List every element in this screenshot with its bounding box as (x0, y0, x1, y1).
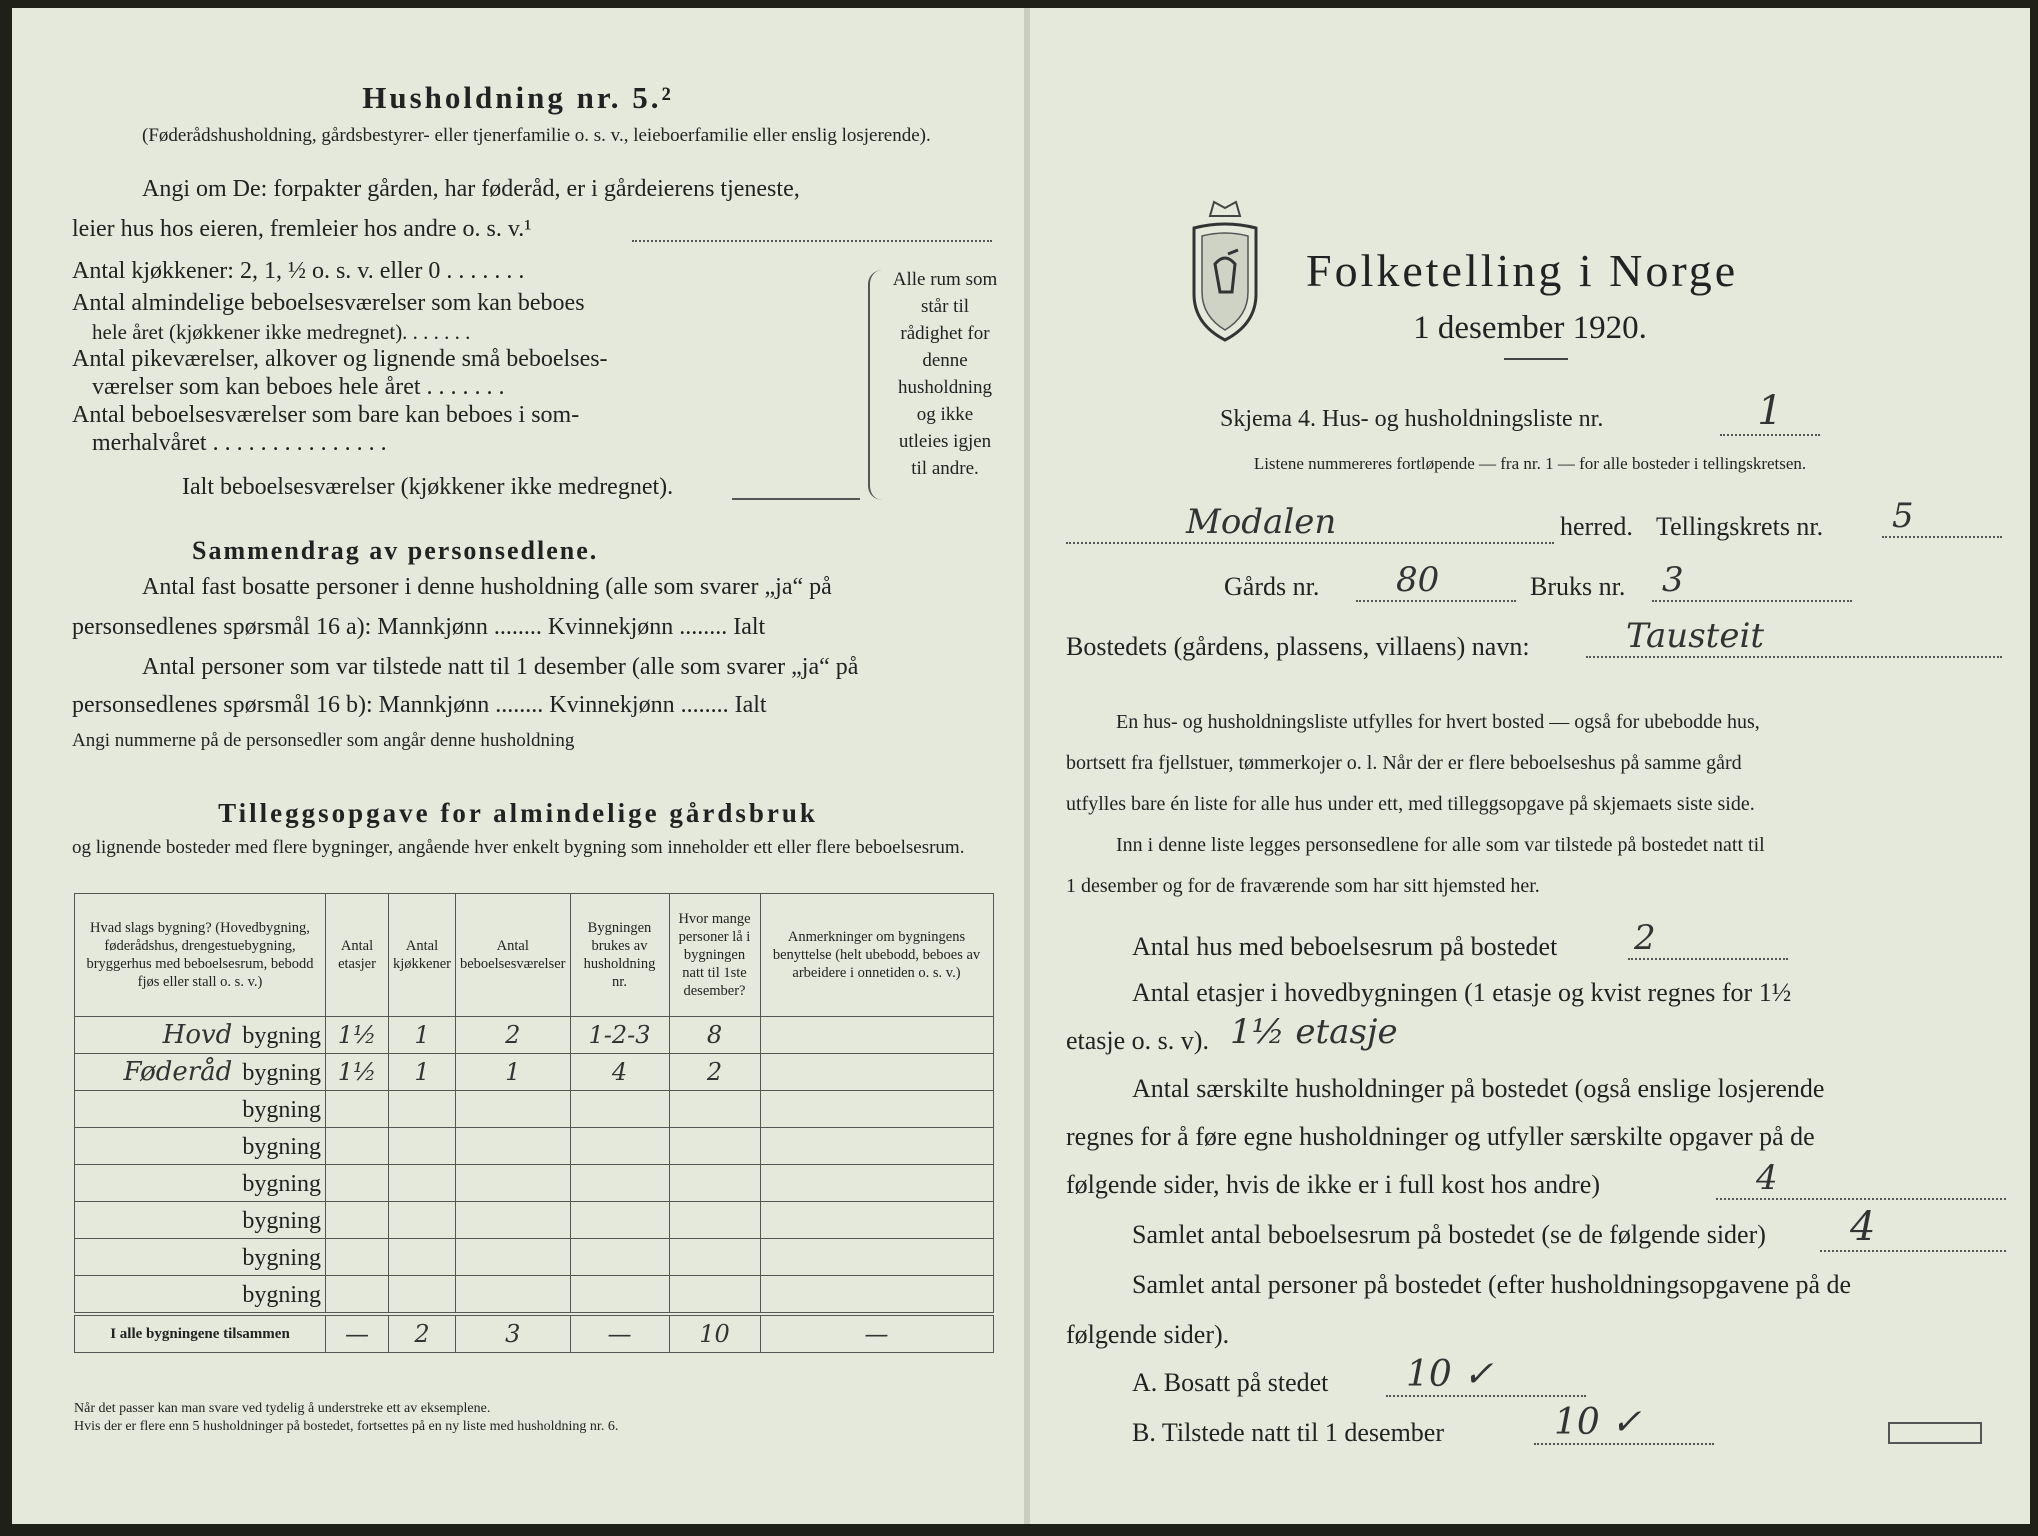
kitchens-cell (389, 1239, 456, 1276)
floors-cell (326, 1202, 389, 1239)
kitchens-label: Antal kjøkkener: 2, 1, ½ o. s. v. eller 0 . . . . . . . (72, 258, 525, 284)
remarks-cell (760, 1276, 993, 1315)
listene-note: Listene nummereres fortløpende — fra nr. 1 — for alle bosteder i tellingskretsen. (1253, 454, 1807, 473)
bruks-value: 3 (1652, 560, 1852, 602)
summary-line-2a: Antal personer som var tilstede natt til 1 desember (alle som svarer „ja“ på (142, 654, 859, 680)
building-suffix: bygning (242, 1023, 321, 1049)
brace-note: Alle rum som står til rådighet for denne husholdning og ikke utleies igjen til andre. (892, 269, 998, 479)
tilstede-label: B. Tilstede natt til 1 desember (1132, 1418, 1444, 1447)
hus-label: Antal hus med beboelsesrum på bostedet (1132, 932, 1558, 961)
hush-label-2: regnes for å føre egne husholdninger og utfyller særskilte opgaver på de (1066, 1122, 1815, 1151)
remarks-cell (760, 1054, 993, 1091)
summary-line-1b: personsedlenes spørsmål 16 a): Mannkjønn ........ Kvinnekjønn ........ Ialt (72, 614, 766, 640)
floors-cell (326, 1276, 389, 1315)
kitchens-cell (389, 1276, 456, 1315)
building-suffix: bygning (242, 1097, 321, 1123)
table-row (75, 1017, 994, 1054)
rooms-cell (456, 1239, 571, 1276)
herred-label: herred. (1560, 512, 1633, 541)
total-persons-cell: 10 (669, 1314, 760, 1353)
skjema-label: Skjema 4. Hus- og husholdningsliste nr. (1220, 406, 1604, 432)
building-type-cell (75, 1091, 326, 1128)
ordinary-rooms-label-2: hele året (kjøkkener ikke medregnet). . . . . . . (92, 320, 471, 344)
herred-value: Modalen (1066, 502, 1554, 544)
census-date: 1 desember 1920. (1413, 310, 1647, 346)
floors-cell (326, 1165, 389, 1202)
angi-line-1: Angi om De: forpakter gården, har føderåd, er i gårdeierens tjeneste, (142, 176, 800, 202)
building-suffix: bygning (242, 1208, 321, 1234)
footnote-2: Hvis der er flere enn 5 husholdninger på bostedet, fortsettes på en ny liste med husholdning nr. 6. (74, 1419, 619, 1434)
samlet-pers-label-2: følgende sider). (1066, 1320, 1230, 1349)
summer-rooms-label-2: merhalvåret . . . . . . . . . . . . . . . (92, 430, 387, 456)
instr-line-3: utfylles bare én liste for alle hus under ett, med tilleggsopgave på skjemaets siste side. (1066, 793, 1755, 815)
etasjer-label-2: etasje o. s. v). (1066, 1026, 1209, 1055)
summary-title: Sammendrag av personsedlene. (192, 536, 599, 565)
building-name: Føderåd (123, 1057, 233, 1087)
household-cell (570, 1128, 669, 1165)
remarks-cell (760, 1128, 993, 1165)
household-cell (570, 1239, 669, 1276)
household-cell: 4 (570, 1054, 669, 1091)
household-intro: (Føderådshusholdning, gårdsbestyrer- eller tjenerfamilie o. s. v., leieboerfamilie eller enslig losjerende). (142, 125, 931, 146)
bosatt-label: A. Bosatt på stedet (1132, 1368, 1329, 1397)
ordinary-rooms-label-1: Antal almindelige beboelsesværelser som kan beboes (72, 290, 585, 316)
building-type-cell (75, 1054, 326, 1091)
maid-rooms-label-1: Antal pikeværelser, alkover og lignende små beboelses- (72, 346, 608, 372)
floors-cell (326, 1239, 389, 1276)
kitchens-cell (389, 1091, 456, 1128)
kitchens-cell: 1 (389, 1054, 456, 1091)
etasjer-value: 1½ etasje (1230, 1012, 1398, 1052)
building-name: Hovd (162, 1020, 233, 1050)
col-household: Bygningen brukes av husholdning nr. (570, 894, 669, 1017)
total-rooms-line (732, 498, 860, 500)
total-kitchens-cell: 2 (389, 1314, 456, 1353)
tilstede-value: 10 ✓ (1534, 1402, 1714, 1445)
hush-label-1: Antal særskilte husholdninger på bostedet (også enslige losjerende (1132, 1074, 1825, 1103)
list-number-value: 1 (1720, 388, 1820, 436)
persons-cell (669, 1091, 760, 1128)
household-cell (570, 1276, 669, 1315)
building-type-cell (75, 1276, 326, 1315)
hus-value: 2 (1628, 918, 1788, 960)
persons-cell: 2 (669, 1054, 760, 1091)
gards-label: Gårds nr. (1224, 572, 1320, 601)
gards-value: 80 (1356, 560, 1516, 602)
persons-cell (669, 1165, 760, 1202)
table-row (75, 1128, 994, 1165)
kitchens-cell: 1 (389, 1017, 456, 1054)
kitchens-cell (389, 1165, 456, 1202)
numbers-note: Angi nummerne på de personsedler som angår denne husholdning (72, 730, 575, 751)
total-remarks-cell: — (760, 1314, 993, 1353)
total-rooms-cell: 3 (456, 1314, 571, 1353)
table-row (75, 1202, 994, 1239)
table-row (75, 1239, 994, 1276)
table-row (75, 1091, 994, 1128)
table-row (75, 1276, 994, 1315)
rooms-brace (868, 270, 884, 500)
household-cell (570, 1202, 669, 1239)
building-type-cell (75, 1202, 326, 1239)
household-cell (570, 1091, 669, 1128)
summary-line-2b: personsedlenes spørsmål 16 b): Mannkjønn ........ Kvinnekjønn ........ Ialt (72, 692, 767, 718)
kitchens-cell (389, 1128, 456, 1165)
floors-cell: 1½ (326, 1054, 389, 1091)
rooms-cell: 2 (456, 1017, 571, 1054)
rooms-cell (456, 1276, 571, 1315)
printer-stamp (1888, 1422, 1982, 1444)
household-cell (570, 1165, 669, 1202)
rooms-cell (456, 1202, 571, 1239)
remarks-cell (760, 1017, 993, 1054)
angi-answer-line (632, 240, 992, 242)
etasjer-label-1: Antal etasjer i hovedbygningen (1 etasje og kvist regnes for 1½ (1132, 978, 1792, 1007)
persons-cell (669, 1239, 760, 1276)
summer-rooms-label-1: Antal beboelsesværelser som bare kan beboes i som- (72, 402, 580, 428)
building-type-cell (75, 1017, 326, 1054)
bosted-value: Tausteit (1586, 616, 2002, 658)
census-title: Folketelling i Norge (1306, 245, 1739, 296)
persons-cell (669, 1202, 760, 1239)
footnote-1: Når det passer kan man svare ved tydelig å understreke ett av eksemplene. (74, 1401, 491, 1416)
angi-line-2: leier hus hos eieren, fremleier hos andre o. s. v.¹ (72, 216, 532, 242)
building-type-cell (75, 1239, 326, 1276)
household-title: Husholdning nr. 5.² (362, 80, 674, 115)
col-remarks: Anmerkninger om bygningens benyttelse (helt ubebodd, beboes av arbeidere i onnetiden o. s. v.) (760, 894, 993, 1017)
col-building-type: Hvad slags bygning? (Hovedbygning, føderådshus, drengestuebygning, bryggerhus med beboelsesrum, bebodd fjøs eller stall o. s. v.) (75, 894, 326, 1017)
col-rooms: Antal beboelsesværelser (456, 894, 571, 1017)
persons-cell (669, 1128, 760, 1165)
tellingskrets-value: 5 (1882, 496, 2002, 538)
building-suffix: bygning (242, 1060, 321, 1086)
rooms-cell (456, 1128, 571, 1165)
floors-cell (326, 1091, 389, 1128)
rooms-cell: 1 (456, 1054, 571, 1091)
table-row (75, 1165, 994, 1202)
instr-line-5: 1 desember og for de fraværende som har sitt hjemsted her. (1066, 875, 1540, 897)
col-kitchens: Antal kjøkkener (389, 894, 456, 1017)
hush-value: 4 (1716, 1158, 2006, 1200)
buildings-table (74, 893, 994, 1353)
floors-cell: 1½ (326, 1017, 389, 1054)
building-type-cell (75, 1165, 326, 1202)
samlet-rum-label: Samlet antal beboelsesrum på bostedet (se de følgende sider) (1132, 1220, 1766, 1249)
table-total-row (75, 1314, 994, 1353)
total-floors-cell: — (326, 1314, 389, 1353)
samlet-rum-value: 4 (1820, 1204, 2006, 1252)
col-floors: Antal etasjer (326, 894, 389, 1017)
right-page (1030, 8, 2030, 1524)
samlet-pers-label-1: Samlet antal personer på bostedet (efter husholdningsopgavene på de (1132, 1270, 1852, 1299)
instructions (1066, 702, 2006, 907)
bruks-label: Bruks nr. (1530, 572, 1626, 601)
hush-label-3: følgende sider, hvis de ikke er i full kost hos andre) (1066, 1170, 1600, 1199)
bosted-label: Bostedets (gårdens, plassens, villaens) navn: (1066, 632, 1530, 661)
summary-line-1a: Antal fast bosatte personer i denne husholdning (alle som svarer „ja“ på (142, 574, 832, 600)
remarks-cell (760, 1165, 993, 1202)
building-suffix: bygning (242, 1245, 321, 1271)
remarks-cell (760, 1091, 993, 1128)
tellingskrets-label: Tellingskrets nr. (1656, 512, 1824, 541)
bosatt-value: 10 ✓ (1386, 1354, 1586, 1397)
persons-cell (669, 1276, 760, 1315)
footnotes (74, 1400, 618, 1436)
instr-line-2: bortsett fra fjellstuer, tømmerkojer o. l. Når der er flere beboelseshus på samme gård (1066, 752, 1742, 774)
title-rule (1504, 358, 1568, 360)
table-row (75, 1054, 994, 1091)
building-suffix: bygning (242, 1282, 321, 1308)
remarks-cell (760, 1239, 993, 1276)
maid-rooms-label-2: værelser som kan beboes hele året . . . . . . . (92, 374, 505, 400)
total-label: I alle bygningene tilsammen (75, 1314, 326, 1353)
instr-line-4: Inn i denne liste legges personsedlene for alle som var tilstede på bostedet natt til (1116, 834, 1765, 856)
total-rooms-label: Ialt beboelsesværelser (kjøkkener ikke medregnet). (182, 474, 674, 500)
rooms-cell (456, 1091, 571, 1128)
persons-cell: 8 (669, 1017, 760, 1054)
instr-line-1: En hus- og husholdningsliste utfylles for hvert bosted — også for ubebodde hus, (1116, 711, 1760, 733)
household-cell: 1-2-3 (570, 1017, 669, 1054)
col-persons: Hvor mange personer lå i bygningen natt til 1ste desember? (669, 894, 760, 1017)
rooms-cell (456, 1165, 571, 1202)
building-suffix: bygning (242, 1134, 321, 1160)
total-household-cell: — (570, 1314, 669, 1353)
supplement-title: Tilleggsopgave for almindelige gårdsbruk (218, 798, 818, 828)
building-type-cell (75, 1128, 326, 1165)
kitchens-cell (389, 1202, 456, 1239)
floors-cell (326, 1128, 389, 1165)
building-suffix: bygning (242, 1171, 321, 1197)
supplement-text: og lignende bosteder med flere bygninger, angående hver enkelt bygning som inneholder ett eller flere beboelsesrum. (72, 837, 965, 858)
remarks-cell (760, 1202, 993, 1239)
